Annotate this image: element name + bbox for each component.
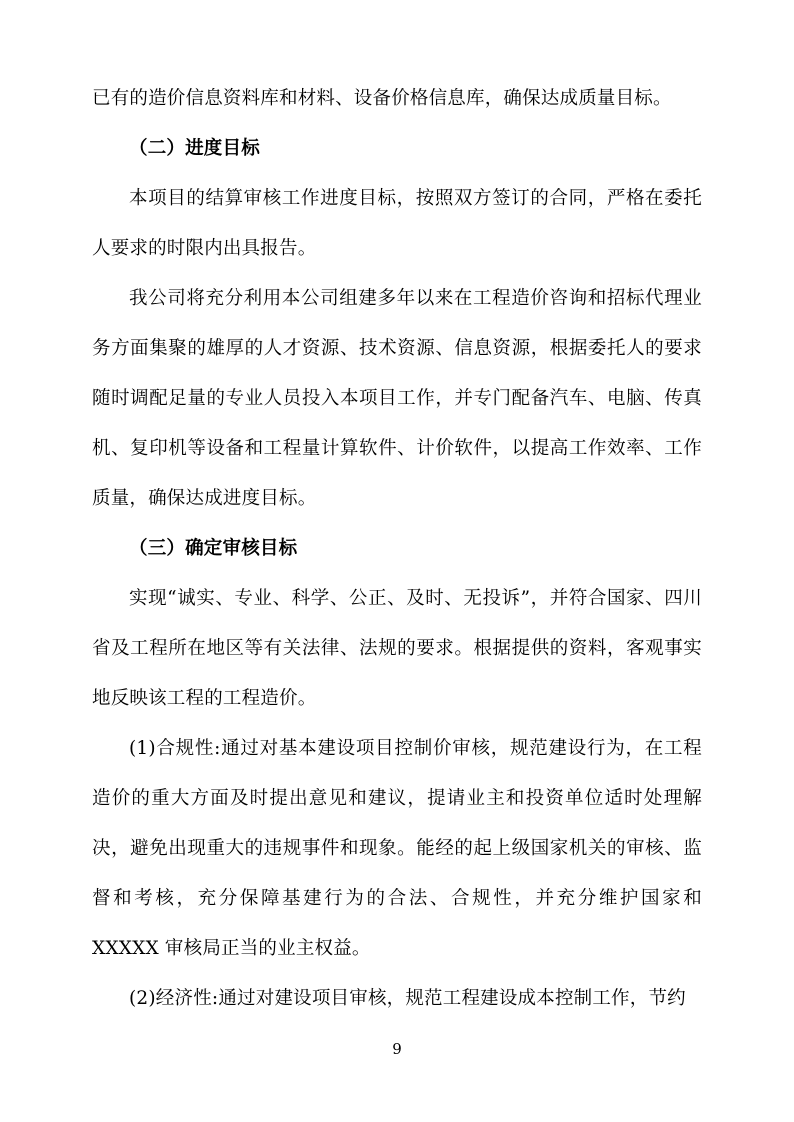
section-heading-progress-goal: （二）进度目标 (129, 138, 260, 159)
page-number: 9 (392, 1040, 402, 1058)
paragraph-audit-goal-1: 实现“诚实、专业、科学、公正、及时、无投诉”，并符合国家、四川省及工程所在地区等有关法律、法规的要求。根据提供的资料，客观事实地反映该工程的工程造价。 (92, 588, 702, 709)
section-heading-audit-goal: （三）确定审核目标 (129, 538, 298, 559)
document-body (92, 74, 702, 1024)
paragraph-economy: (2)经济性:通过对建设项目审核，规范工程建设成本控制工作，节约 (129, 988, 686, 1009)
paragraph-continuation: 已有的造价信息资料库和材料、设备价格信息库，确保达成质量目标。 (92, 88, 672, 109)
paragraph-progress-goal-1: 本项目的结算审核工作进度目标，按照双方签订的合同，严格在委托人要求的时限内出具报告。 (92, 188, 702, 259)
paragraph-progress-goal-2: 我公司将充分利用本公司组建多年以来在工程造价咨询和招标代理业务方面集聚的雄厚的人才资源、技术资源、信息资源，根据委托人的要求随时调配足量的专业人员投入本项目工作，并专门配备汽车、电脑、传真机、复印机等设备和工程量计算软件、计价软件，以提高工作效率、工作质量，确保达成进度目标。 (92, 288, 702, 509)
paragraph-compliance: (1)合规性:通过对基本建设项目控制价审核，规范建设行为，在工程造价的重大方面及时提出意见和建议，提请业主和投资单位适时处理解决，避免出现重大的违规事件和现象。能经的起上级国家机关的审核、监督和考核，充分保障基建行为的合法、合规性，并充分维护国家和 XXXXX 审核局正当的业主权益。 (92, 738, 702, 959)
